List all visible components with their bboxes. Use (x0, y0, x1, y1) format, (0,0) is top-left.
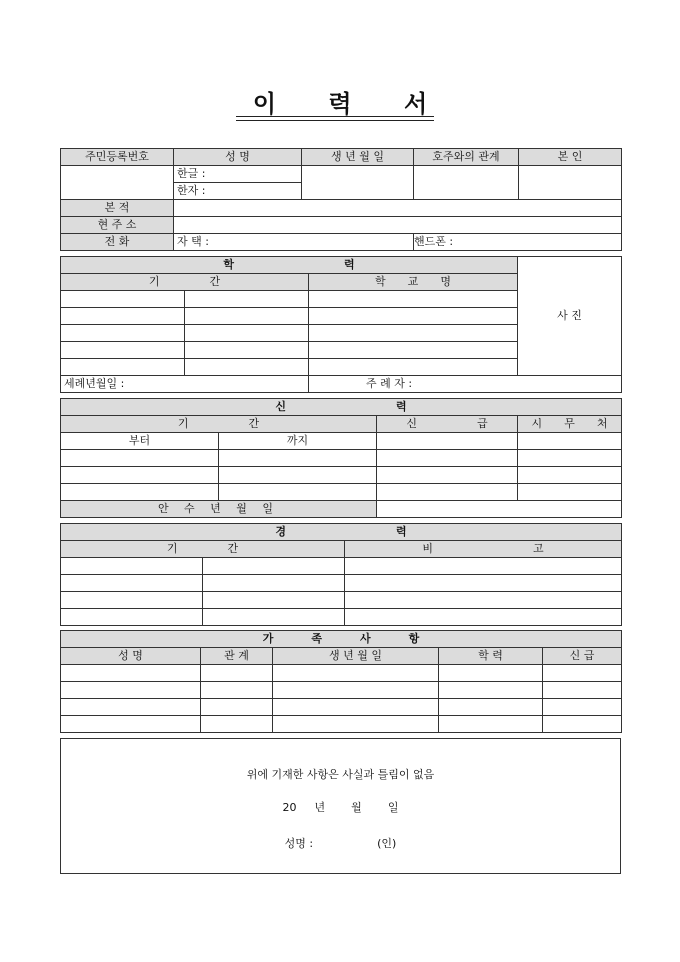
title-underline (236, 116, 434, 117)
faith-cell[interactable] (219, 467, 377, 484)
baptism-date-field[interactable]: 세례년월일 : (61, 376, 309, 393)
faith-cell[interactable] (219, 450, 377, 467)
career-cell[interactable] (203, 609, 345, 626)
faith-cell[interactable] (518, 450, 622, 467)
faith-cell[interactable] (377, 433, 518, 450)
family-name-header: 성 명 (61, 648, 201, 665)
family-cell[interactable] (439, 716, 543, 733)
family-cell[interactable] (543, 716, 622, 733)
seal-mark: (인) (377, 837, 397, 850)
faith-from-label: 부터 (61, 433, 219, 450)
edu-cell[interactable] (185, 359, 309, 376)
title-char: 서 (403, 90, 428, 118)
faith-cell[interactable] (377, 484, 518, 501)
title-char: 이 (252, 90, 277, 118)
family-cell[interactable] (201, 716, 273, 733)
resident-number-field[interactable] (61, 166, 174, 200)
family-cell[interactable] (439, 699, 543, 716)
family-cell[interactable] (61, 682, 201, 699)
edu-cell[interactable] (185, 291, 309, 308)
name-hangul-field[interactable]: 한글 : (174, 166, 302, 183)
faith-cell[interactable] (61, 484, 219, 501)
family-cell[interactable] (273, 699, 439, 716)
family-cell[interactable] (61, 716, 201, 733)
header-self: 본 인 (519, 149, 622, 166)
education-section-title: 학 력 (61, 257, 518, 274)
family-cell[interactable] (61, 699, 201, 716)
career-remarks-header: 비 고 (345, 541, 622, 558)
faith-cell[interactable] (518, 484, 622, 501)
career-cell[interactable] (345, 575, 622, 592)
family-cell[interactable] (61, 665, 201, 682)
faith-period-header: 기 간 (61, 416, 377, 433)
declaration-statement: 위에 기재한 사항은 사실과 틀림이 없음 (246, 768, 435, 781)
family-cell[interactable] (273, 665, 439, 682)
officiant-field[interactable]: 주 례 자 : (309, 376, 622, 393)
signature-line[interactable]: 성명 : (인) (284, 837, 397, 850)
education-table (60, 256, 622, 393)
family-cell[interactable] (543, 665, 622, 682)
address-label: 현 주 소 (61, 217, 174, 234)
document-title (0, 84, 680, 119)
career-cell[interactable] (345, 609, 622, 626)
family-grade-header: 신 급 (543, 648, 622, 665)
hometown-label: 본 적 (61, 200, 174, 217)
faith-cell[interactable] (518, 433, 622, 450)
photo-box[interactable]: 사 진 (518, 257, 622, 376)
edu-cell[interactable] (61, 325, 185, 342)
edu-cell[interactable] (185, 342, 309, 359)
career-cell[interactable] (61, 609, 203, 626)
family-education-header: 학 력 (439, 648, 543, 665)
career-period-header: 기 간 (61, 541, 345, 558)
edu-cell[interactable] (61, 359, 185, 376)
family-cell[interactable] (273, 682, 439, 699)
header-resident-number: 주민등록번호 (61, 149, 174, 166)
ordination-date-label: 안 수 년 월 일 (61, 501, 377, 518)
faith-section-title: 신 력 (61, 399, 622, 416)
header-birthdate: 생 년 월 일 (302, 149, 414, 166)
family-cell[interactable] (201, 699, 273, 716)
header-name: 성 명 (174, 149, 302, 166)
home-phone-field[interactable]: 자 택 : (174, 234, 414, 251)
declaration-box (60, 738, 621, 874)
career-cell[interactable] (345, 592, 622, 609)
career-table (60, 523, 622, 626)
family-relation-header: 관 계 (201, 648, 273, 665)
edu-cell[interactable] (309, 325, 518, 342)
phone-label: 전 화 (61, 234, 174, 251)
family-birthdate-header: 생 년 월 일 (273, 648, 439, 665)
edu-cell[interactable] (309, 359, 518, 376)
faith-to-label: 까지 (219, 433, 377, 450)
faith-church-header: 시 무 처 (518, 416, 622, 433)
ordination-date-field[interactable] (377, 501, 622, 518)
edu-cell[interactable] (61, 342, 185, 359)
personal-info-table (60, 148, 622, 251)
hometown-field[interactable] (174, 200, 622, 217)
faith-table (60, 398, 622, 518)
career-cell[interactable] (345, 558, 622, 575)
self-field[interactable] (519, 166, 622, 200)
edu-cell[interactable] (185, 308, 309, 325)
title-underline (236, 120, 434, 121)
edu-cell[interactable] (309, 291, 518, 308)
career-cell[interactable] (203, 575, 345, 592)
faith-grade-header: 신 급 (377, 416, 518, 433)
career-cell[interactable] (61, 575, 203, 592)
name-hanja-field[interactable]: 한자 : (174, 183, 302, 200)
family-cell[interactable] (543, 699, 622, 716)
family-table (60, 630, 622, 733)
relation-field[interactable] (414, 166, 519, 200)
career-cell[interactable] (61, 592, 203, 609)
faith-cell[interactable] (61, 450, 219, 467)
title-char: 력 (328, 90, 352, 118)
family-cell[interactable] (439, 682, 543, 699)
edu-cell[interactable] (309, 342, 518, 359)
education-period-header: 기 간 (61, 274, 309, 291)
career-cell[interactable] (61, 558, 203, 575)
header-relation: 호주와의 관계 (414, 149, 519, 166)
family-cell[interactable] (201, 682, 273, 699)
declaration-date[interactable]: 20 년 월 일 (282, 801, 399, 814)
family-section-title: 가 족 사 항 (61, 631, 622, 648)
family-cell[interactable] (543, 682, 622, 699)
edu-cell[interactable] (309, 308, 518, 325)
address-field[interactable] (174, 217, 622, 234)
faith-cell[interactable] (518, 467, 622, 484)
faith-cell[interactable] (61, 467, 219, 484)
family-cell[interactable] (273, 716, 439, 733)
career-cell[interactable] (203, 592, 345, 609)
mobile-field[interactable]: 핸드폰 : (414, 234, 622, 251)
birthdate-field[interactable] (302, 166, 414, 200)
edu-cell[interactable] (185, 325, 309, 342)
family-cell[interactable] (439, 665, 543, 682)
faith-cell[interactable] (377, 467, 518, 484)
edu-cell[interactable] (61, 308, 185, 325)
faith-cell[interactable] (377, 450, 518, 467)
career-section-title: 경 력 (61, 524, 622, 541)
education-school-header: 학 교 명 (309, 274, 518, 291)
career-cell[interactable] (203, 558, 345, 575)
faith-cell[interactable] (219, 484, 377, 501)
family-cell[interactable] (201, 665, 273, 682)
edu-cell[interactable] (61, 291, 185, 308)
